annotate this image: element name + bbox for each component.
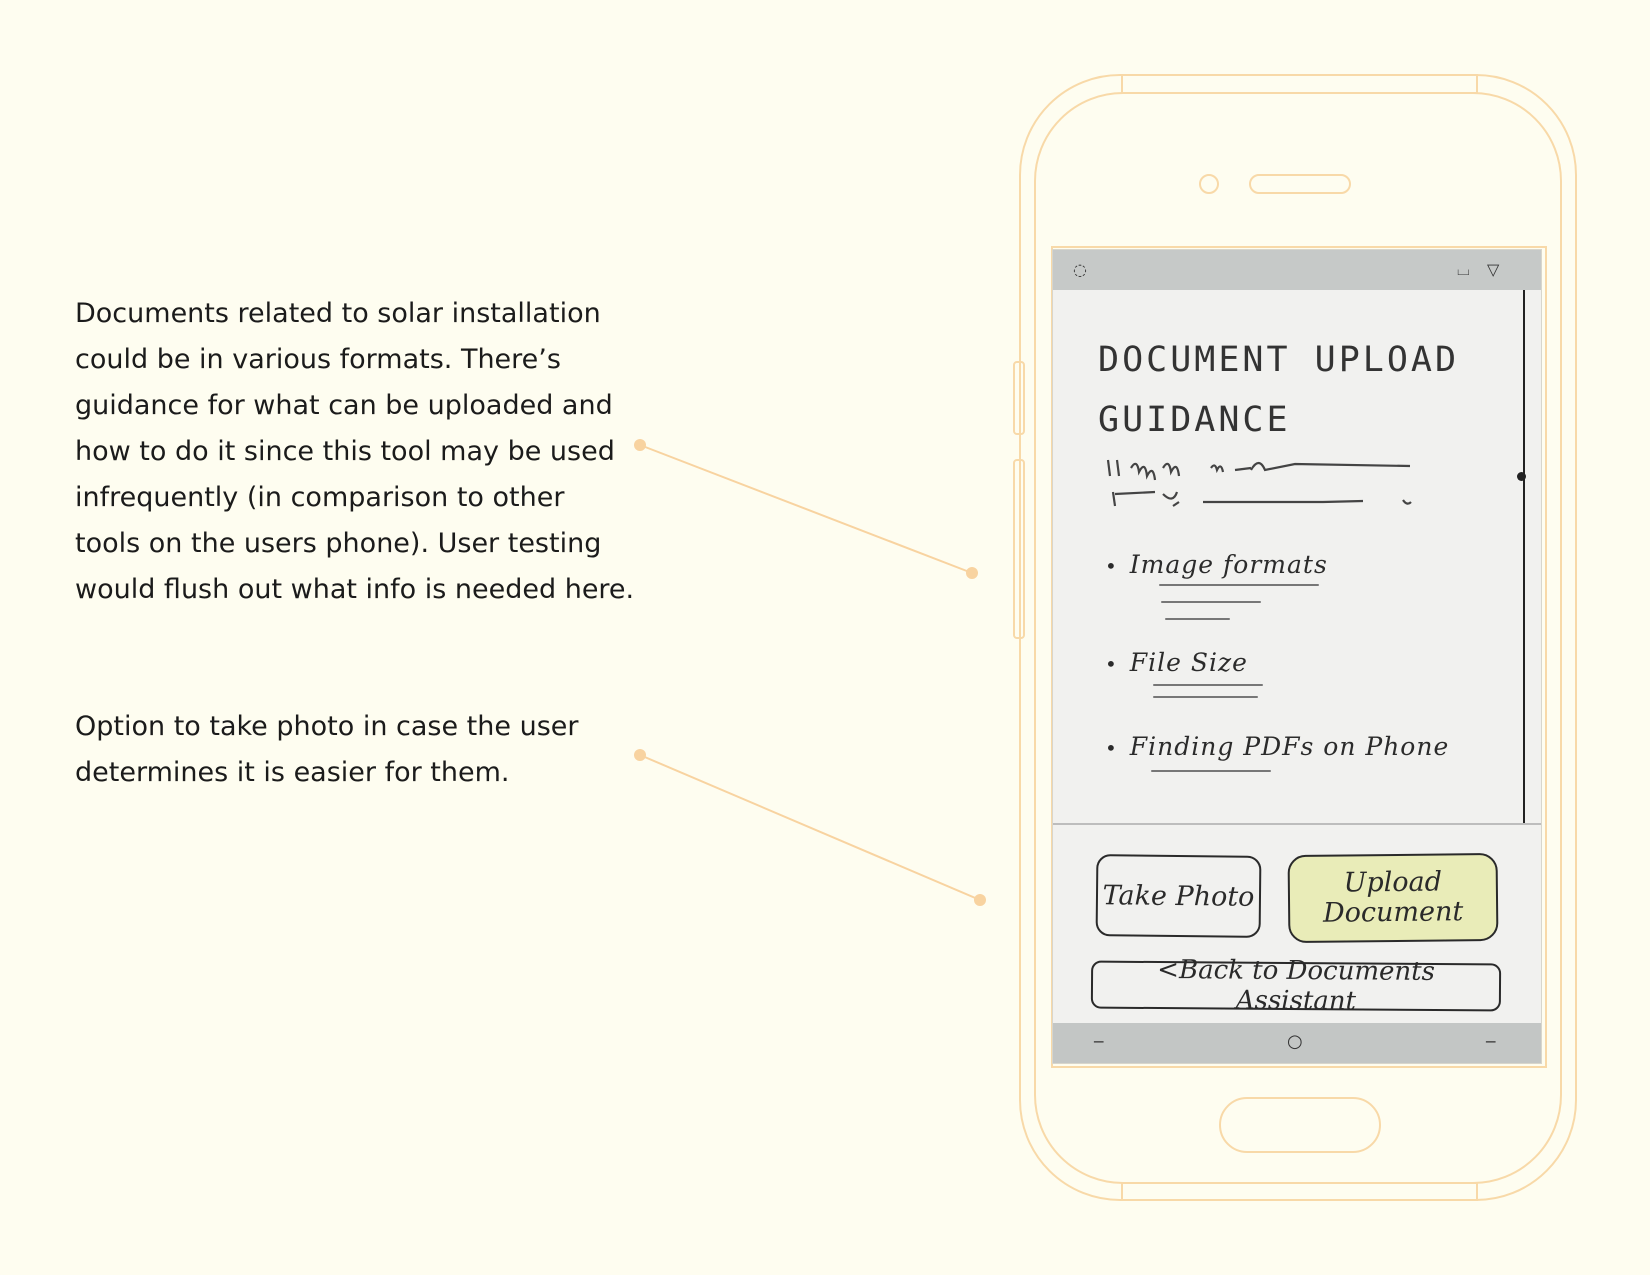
navigation-bar [1053,1023,1541,1063]
bullet-text: Finding PDFs on Phone [1129,732,1450,761]
annotation-take-photo-note: Option to take photo in case the user determines it is easier for them. [75,711,579,788]
list-item: • Image formats [1105,550,1328,579]
scrollbar-thumb[interactable] [1517,472,1526,481]
placeholder-line [1153,696,1258,698]
placeholder-line [1159,584,1319,586]
recents-nav-icon[interactable]: ‒ [1485,1031,1497,1052]
take-photo-button[interactable]: Take Photo [1096,854,1262,938]
home-nav-icon[interactable]: ○ [1287,1031,1303,1052]
bullet-text: File Size [1129,648,1248,677]
list-item: • File Size [1105,648,1248,677]
signal-icon: ⌴ [1457,260,1470,279]
annotation-guidance-note: Documents related to solar installation could be in various formats. There’s guidance for what can be uploaded and how to do it since this tool may be used infrequently (in comparison to other tools on the users phone). User testing would flush out what info is needed here. [75,298,635,605]
divider [1053,823,1541,825]
placeholder-line [1151,770,1271,772]
page-title: DOCUMENT UPLOAD GUIDANCE [1098,340,1460,440]
wifi-icon: ▽ [1487,260,1500,279]
camera-icon [1200,175,1218,193]
list-item: • Finding PDFs on Phone [1105,732,1450,761]
back-nav-icon[interactable]: ‒ [1093,1031,1105,1052]
status-bar [1053,250,1541,290]
app-sketch-screen [1053,250,1541,1063]
placeholder-line [1161,601,1261,603]
placeholder-line [1165,618,1230,620]
bullet-text: Image formats [1129,550,1328,579]
placeholder-line [1153,684,1263,686]
upload-document-button[interactable]: Upload Document [1288,853,1499,943]
speaker-grill [1250,175,1350,193]
back-to-documents-assistant-button[interactable]: <Back to Documents Assistant [1091,961,1501,1012]
placeholder-text-scribble [1103,450,1443,520]
home-button [1220,1098,1380,1152]
notification-icon: ◌ [1073,260,1087,279]
